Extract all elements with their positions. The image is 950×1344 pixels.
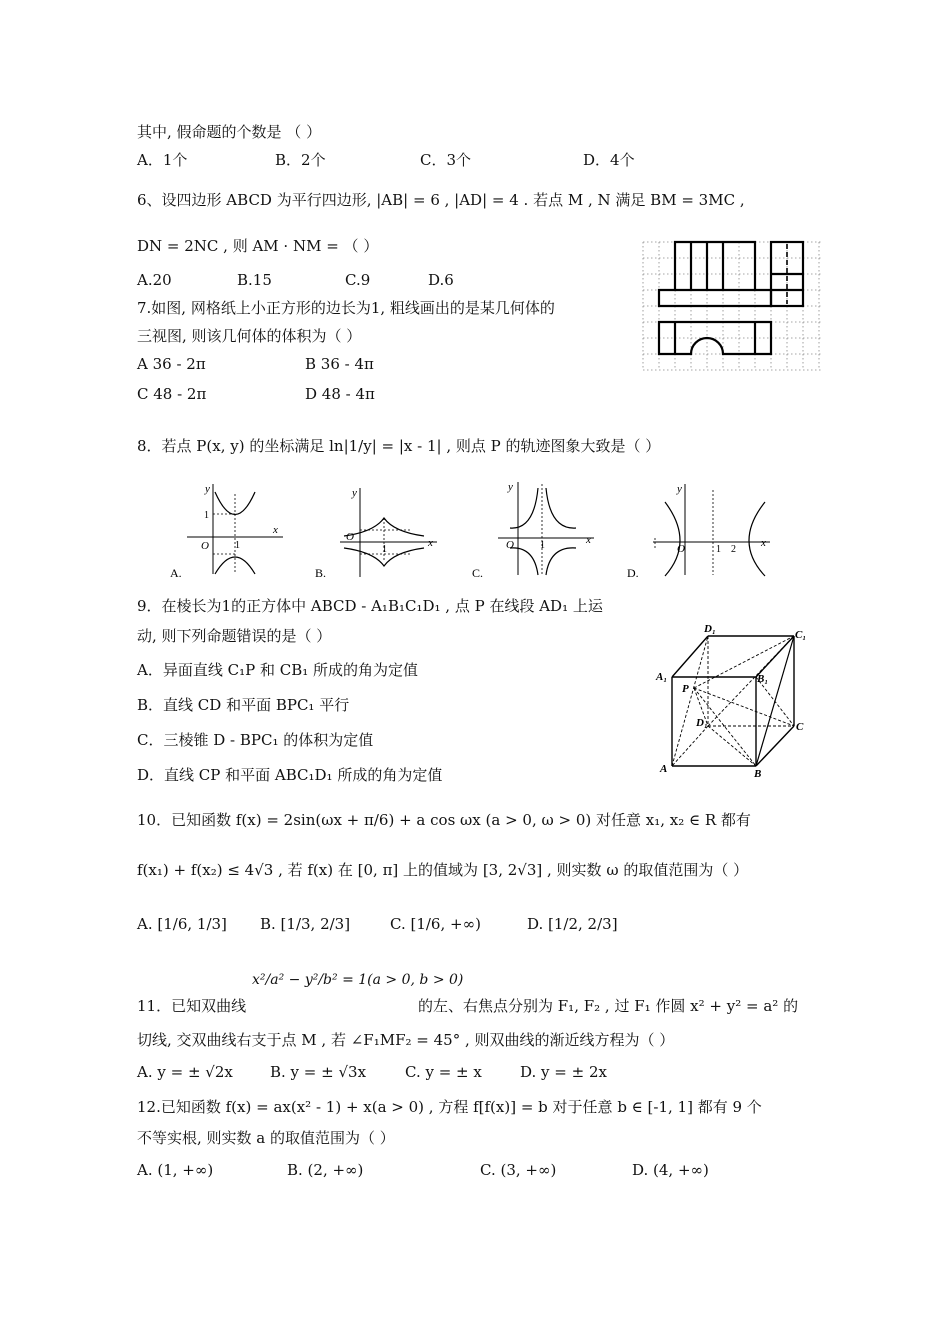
q10-option-b: B. [1/3, 2/3] <box>260 915 351 933</box>
q12-line2: 不等实根, 则实数 a 的取值范围为（ ） <box>137 1129 395 1147</box>
q9-option-b: B．直线 CD 和平面 BPC₁ 平行 <box>137 696 350 714</box>
q7-option-b: B 36 - 4π <box>305 355 374 373</box>
q6-line1: 6、设四边形 ABCD 为平行四边形, |AB| = 6 , |AD| = 4 . 若点 M , N 满足 BM = 3MC , <box>137 191 745 209</box>
q8-d-label: D. <box>627 566 639 580</box>
q11-option-c: C. y = ± x <box>405 1063 482 1081</box>
q8-a-label: A. <box>170 566 182 580</box>
q8-b-origin: O <box>346 531 354 543</box>
q8-c-origin: O <box>506 539 514 551</box>
cube-label-d: D₁ <box>696 717 708 729</box>
q9-option-c: C．三棱锥 D - BPC₁ 的体积为定值 <box>137 731 374 749</box>
q12-option-a: A. (1, +∞) <box>137 1161 214 1179</box>
q10-option-d: D. [1/2, 2/3] <box>527 915 618 933</box>
q5-stem: 其中, 假命题的个数是 （ ） <box>137 123 322 141</box>
q11-line1b: 的左、右焦点分别为 F₁, F₂ , 过 F₁ 作圆 x² + y² = a² 的 <box>418 997 799 1015</box>
q12-option-d: D. (4, +∞) <box>632 1161 709 1179</box>
q8-graph-d <box>625 480 775 580</box>
q6-line2: DN = 2NC , 则 AM · NM = （ ） <box>137 237 379 255</box>
q10-option-a: A. [1/6, 1/3] <box>137 915 227 933</box>
q11-line2: 切线, 交双曲线右支于点 M , 若 ∠F₁MF₂ = 45° , 则双曲线的渐近线方程为（ ） <box>137 1031 675 1049</box>
cube-label-p: P <box>682 683 689 695</box>
q8-a-x-label: x <box>273 524 278 536</box>
q12-option-b: B. (2, +∞) <box>287 1161 364 1179</box>
q9-option-d: D．直线 CP 和平面 ABC₁D₁ 所成的角为定值 <box>137 766 443 784</box>
q8-graph-b <box>312 482 442 582</box>
cube-label-c: C <box>796 721 804 733</box>
q9-line1: 9．在棱长为1的正方体中 ABCD - A₁B₁C₁D₁ , 点 P 在线段 AD₁ 上运 <box>137 597 603 615</box>
q7-line2: 三视图, 则该几何体的体积为（ ） <box>137 327 362 345</box>
q8-graph-a <box>165 482 290 582</box>
q5-option-d: D．4个 <box>583 151 635 169</box>
q7-option-d: D 48 - 4π <box>305 385 375 403</box>
q11-equation: x²/a² − y²/b² = 1(a > 0, b > 0) <box>252 972 464 988</box>
q8-d-y-label: y <box>677 483 682 495</box>
q8-c-x-label: x <box>586 534 591 546</box>
q11-option-d: D. y = ± 2x <box>520 1063 607 1081</box>
q6-option-a: A.20 <box>137 271 172 289</box>
q7-line1: 7.如图, 网格纸上小正方形的边长为1, 粗线画出的是某几何体的 <box>137 299 555 317</box>
q8-b-y-label: y <box>352 487 357 499</box>
cube-label-c1: C₁ <box>795 629 807 641</box>
q9-option-a: A．异面直线 C₁P 和 CB₁ 所成的角为定值 <box>137 661 419 679</box>
q5-option-c: C．3个 <box>420 151 472 169</box>
q8-a-y-label: y <box>205 483 210 495</box>
cube-label-d1: D₁ <box>704 623 716 635</box>
q8-d-tick-2: 2 <box>731 544 736 555</box>
q8-d-origin: O <box>677 543 685 555</box>
q11-option-b: B. y = ± √3x <box>270 1063 367 1081</box>
q6-option-c: C.9 <box>345 271 371 289</box>
three-view-figure <box>641 240 823 372</box>
q8-b-x-label: x <box>428 537 433 549</box>
q5-option-b: B．2个 <box>275 151 326 169</box>
q11-line1a: 11．已知双曲线 <box>137 997 247 1015</box>
q8-a-tick-y: 1 <box>204 510 209 521</box>
cube-label-a: A <box>660 763 668 775</box>
q8-d-tick-1: 1 <box>716 544 721 555</box>
q10-option-c: C. [1/6, +∞) <box>390 915 481 933</box>
q8-b-label: B. <box>315 566 327 580</box>
q10-line2: f(x₁) + f(x₂) ≤ 4√3 , 若 f(x) 在 [0, π] 上的值域为 [3, 2√3] , 则实数 ω 的取值范围为（ ） <box>137 861 749 879</box>
cube-figure <box>652 622 822 778</box>
q12-line1: 12.已知函数 f(x) = ax(x² - 1) + x(a > 0) , 方程 f[f(x)] = b 对于任意 b ∈ [-1, 1] 都有 9 个 <box>137 1098 762 1116</box>
q5-option-a: A．1个 <box>137 151 188 169</box>
q11-option-a: A. y = ± √2x <box>137 1063 233 1081</box>
q6-option-b: B.15 <box>237 271 272 289</box>
q10-line1: 10．已知函数 f(x) = 2sin(ωx + π/6) + a cos ωx (a > 0, ω > 0) 对任意 x₁, x₂ ∈ R 都有 <box>137 811 751 829</box>
q8-c-y-label: y <box>508 481 513 493</box>
cube-label-b: B <box>754 768 762 778</box>
q7-option-a: A 36 - 2π <box>137 355 206 373</box>
q8-a-origin: O <box>201 540 209 552</box>
q8-b-tick-x: 1 <box>382 544 387 555</box>
cube-label-a1: A₁ <box>656 671 668 683</box>
q8-a-tick-x: 1 <box>235 540 240 551</box>
q6-option-d: D.6 <box>428 271 454 289</box>
q8-graph-c <box>470 480 600 580</box>
q7-option-c: C 48 - 2π <box>137 385 207 403</box>
q8-c-label: C. <box>472 566 484 580</box>
q8-stem: 8．若点 P(x, y) 的坐标满足 ln|1/y| = |x - 1| , 则点 P 的轨迹图象大致是（ ） <box>137 437 661 455</box>
cube-label-b1: B₁ <box>757 673 769 685</box>
q8-d-x-label: x <box>761 537 766 549</box>
q12-option-c: C. (3, +∞) <box>480 1161 557 1179</box>
q8-c-tick-x: 1 <box>540 540 545 551</box>
q9-line2: 动, 则下列命题错误的是（ ） <box>137 627 332 645</box>
